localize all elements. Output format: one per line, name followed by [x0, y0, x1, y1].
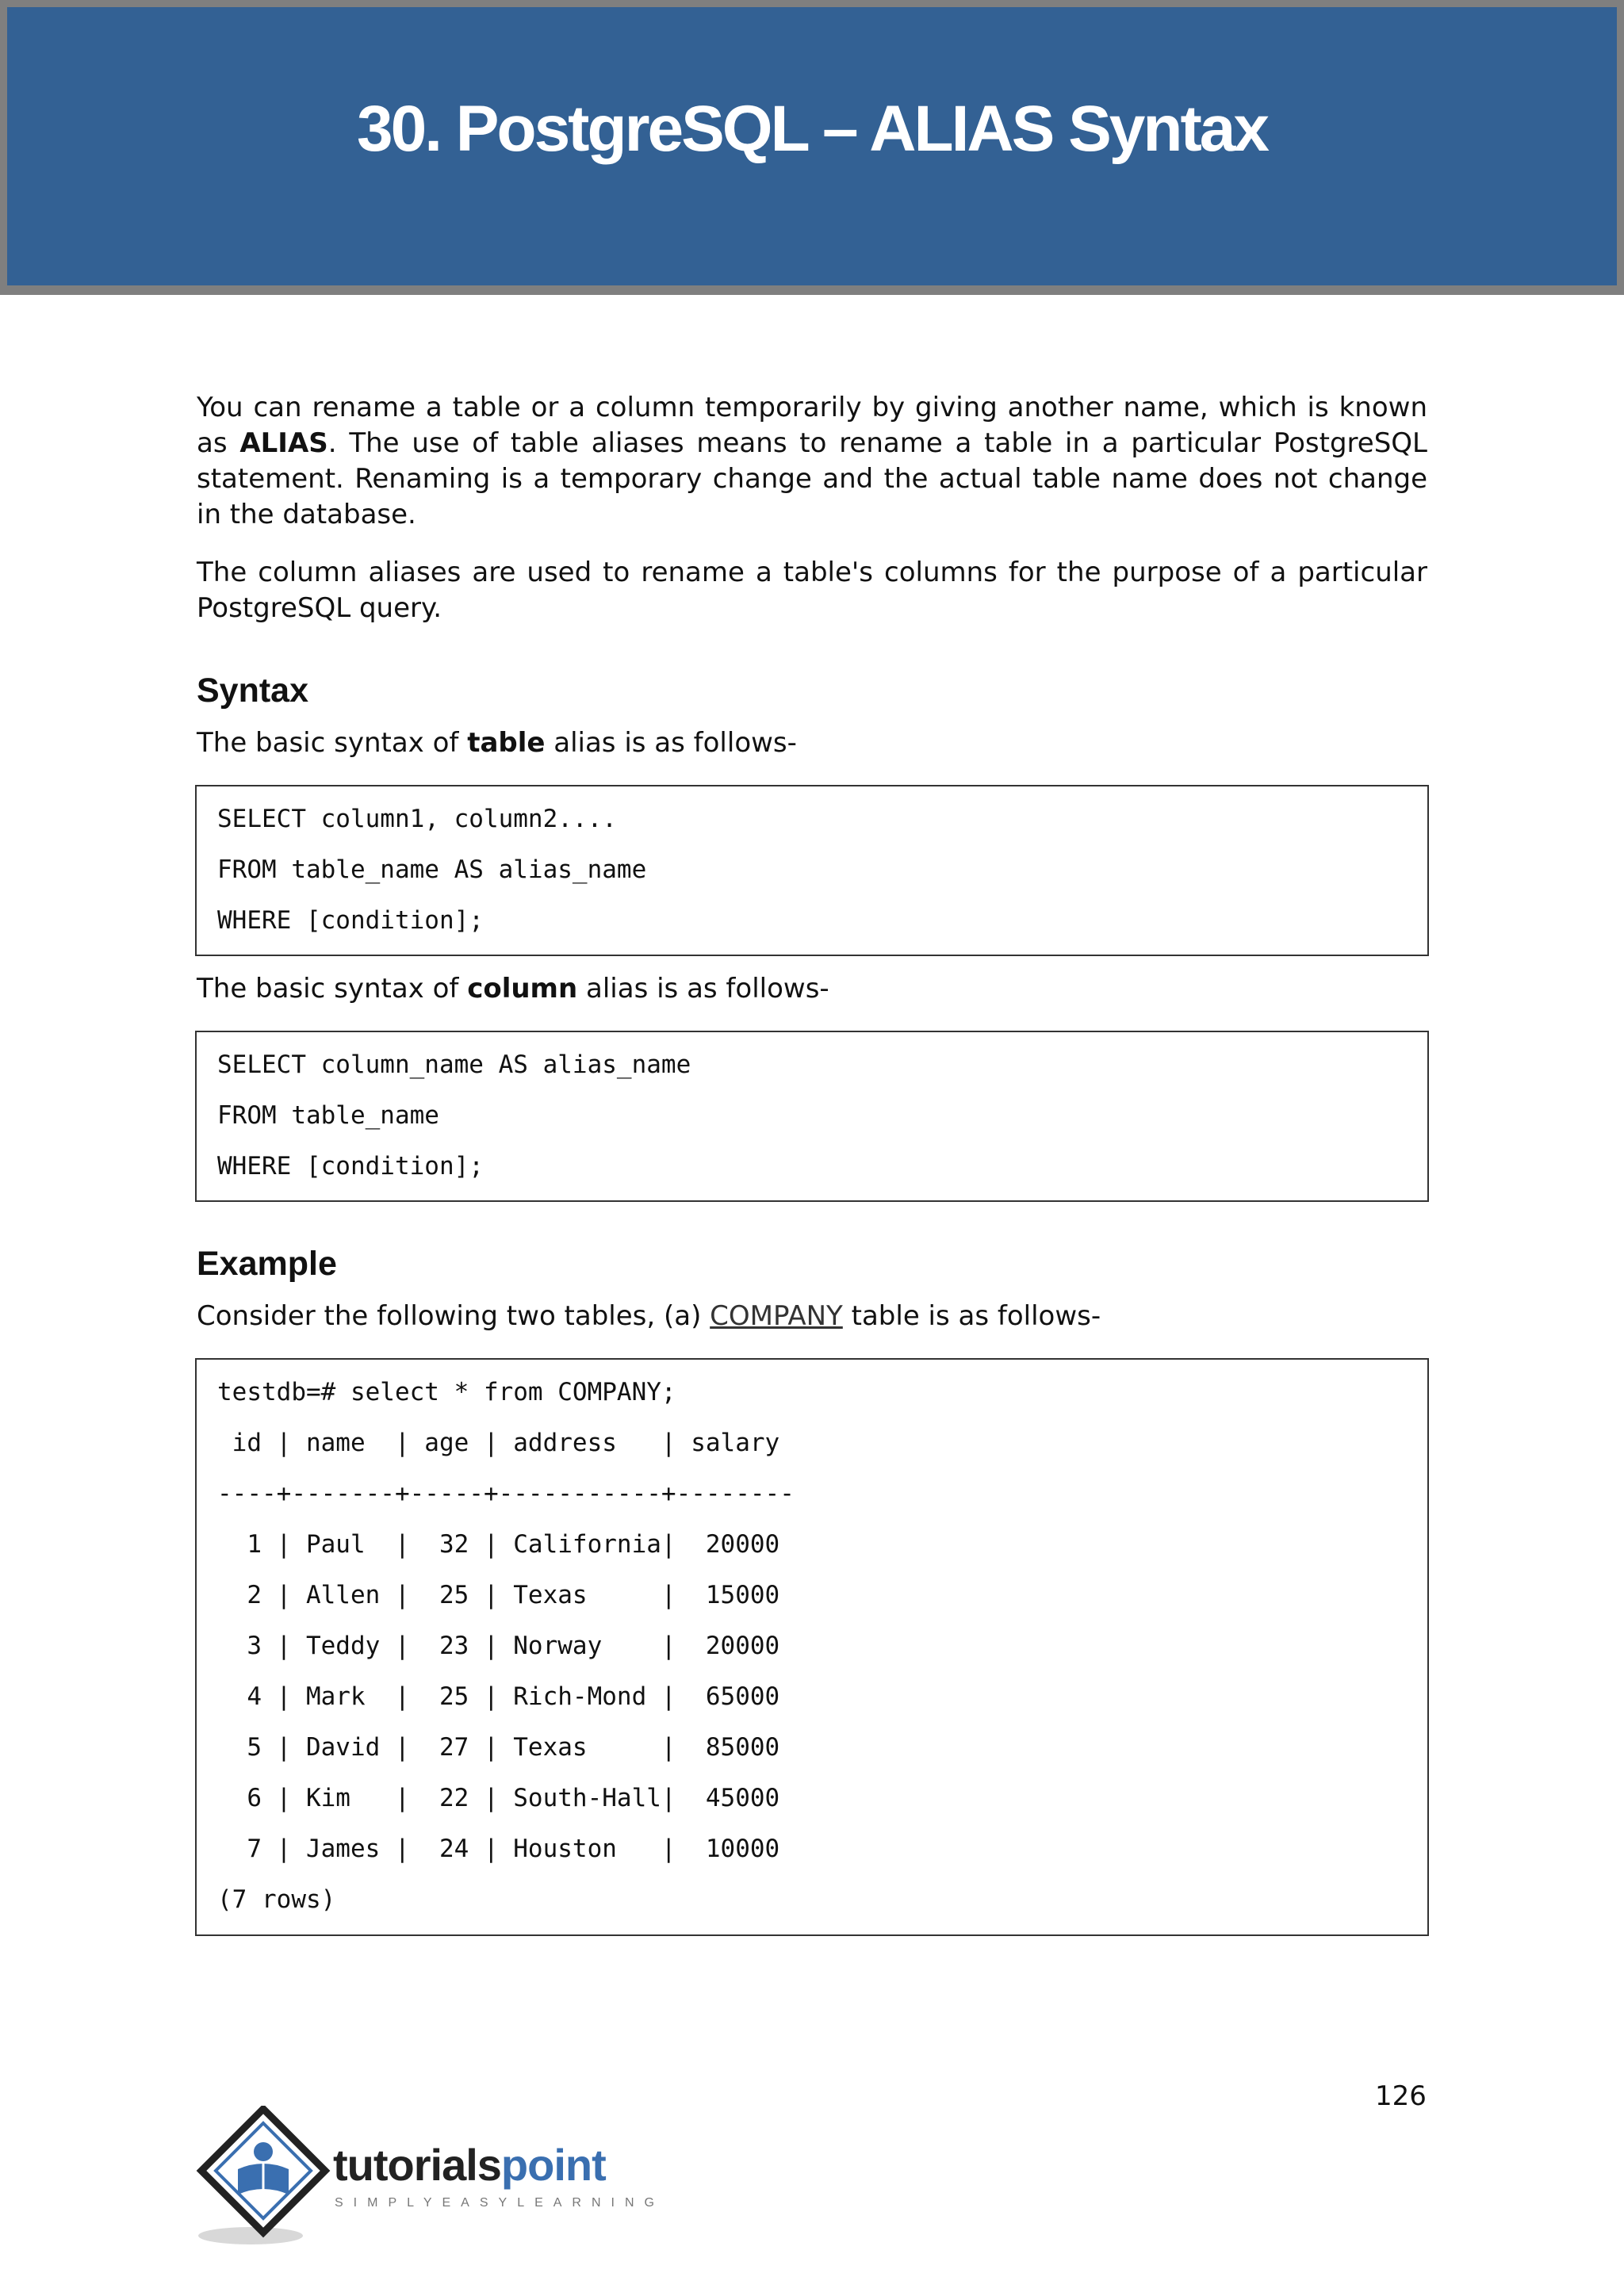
chapter-header [0, 0, 1624, 295]
alias-term: ALIAS [239, 427, 328, 459]
code-line: 6 | Kim | 22 | South-Hall| 45000 [217, 1784, 780, 1812]
code-line: 3 | Teddy | 23 | Norway | 20000 [217, 1632, 780, 1660]
table-alias-intro: The basic syntax of table alias is as follows- [197, 727, 797, 759]
code-line: SELECT column_name AS alias_name [217, 1050, 691, 1079]
column-alias-code-block [195, 1031, 1429, 1202]
code-line: 5 | David | 27 | Texas | 85000 [217, 1733, 780, 1762]
code-line: SELECT column1, column2.... [217, 805, 617, 833]
tutorialspoint-logo [193, 2106, 669, 2248]
chapter-title: 30. PostgreSQL – ALIAS Syntax [357, 93, 1267, 165]
code-line: 1 | Paul | 32 | California| 20000 [217, 1530, 780, 1559]
code-line: (7 rows) [217, 1885, 336, 1914]
logo-wordmark: tutorialspoint [333, 2140, 606, 2190]
logo-tagline: SIMPLYEASYLEARNING [335, 2196, 665, 2210]
intro-paragraph-1: You can rename a table or a column temporarily by giving another name, which is known as ALIAS. The use of table aliases means to rename a table in a particular PostgreSQL statement. Renaming is a temporary change and the actual table name does not change in the database. [197, 392, 1427, 530]
page-number: 126 [1375, 2080, 1427, 2112]
syntax-heading: Syntax [197, 672, 309, 710]
table-alias-code-block [195, 785, 1429, 956]
example-intro: Consider the following two tables, (a) COMPANY table is as follows- [197, 1300, 1101, 1332]
company-table-output [195, 1358, 1429, 1936]
code-line: id | name | age | address | salary [217, 1429, 780, 1457]
intro-paragraph-2: The column aliases are used to rename a table's columns for the purpose of a particular PostgreSQL query. [197, 557, 1427, 624]
code-line: 4 | Mark | 25 | Rich-Mond | 65000 [217, 1682, 780, 1711]
code-line: ----+-------+-----+-----------+-------- [217, 1479, 795, 1508]
code-line: FROM table_name AS alias_name [217, 855, 647, 884]
code-line: 2 | Allen | 25 | Texas | 15000 [217, 1581, 780, 1609]
column-alias-intro: The basic syntax of column alias is as follows- [197, 973, 829, 1004]
code-line: WHERE [condition]; [217, 1152, 484, 1181]
code-line: FROM table_name [217, 1101, 439, 1130]
example-heading: Example [197, 1245, 337, 1283]
code-line: testdb=# select * from COMPANY; [217, 1378, 676, 1406]
logo-emblem-icon [193, 2106, 333, 2248]
code-line: WHERE [condition]; [217, 906, 484, 935]
company-link[interactable]: COMPANY [710, 1300, 843, 1332]
code-line: 7 | James | 24 | Houston | 10000 [217, 1835, 780, 1863]
